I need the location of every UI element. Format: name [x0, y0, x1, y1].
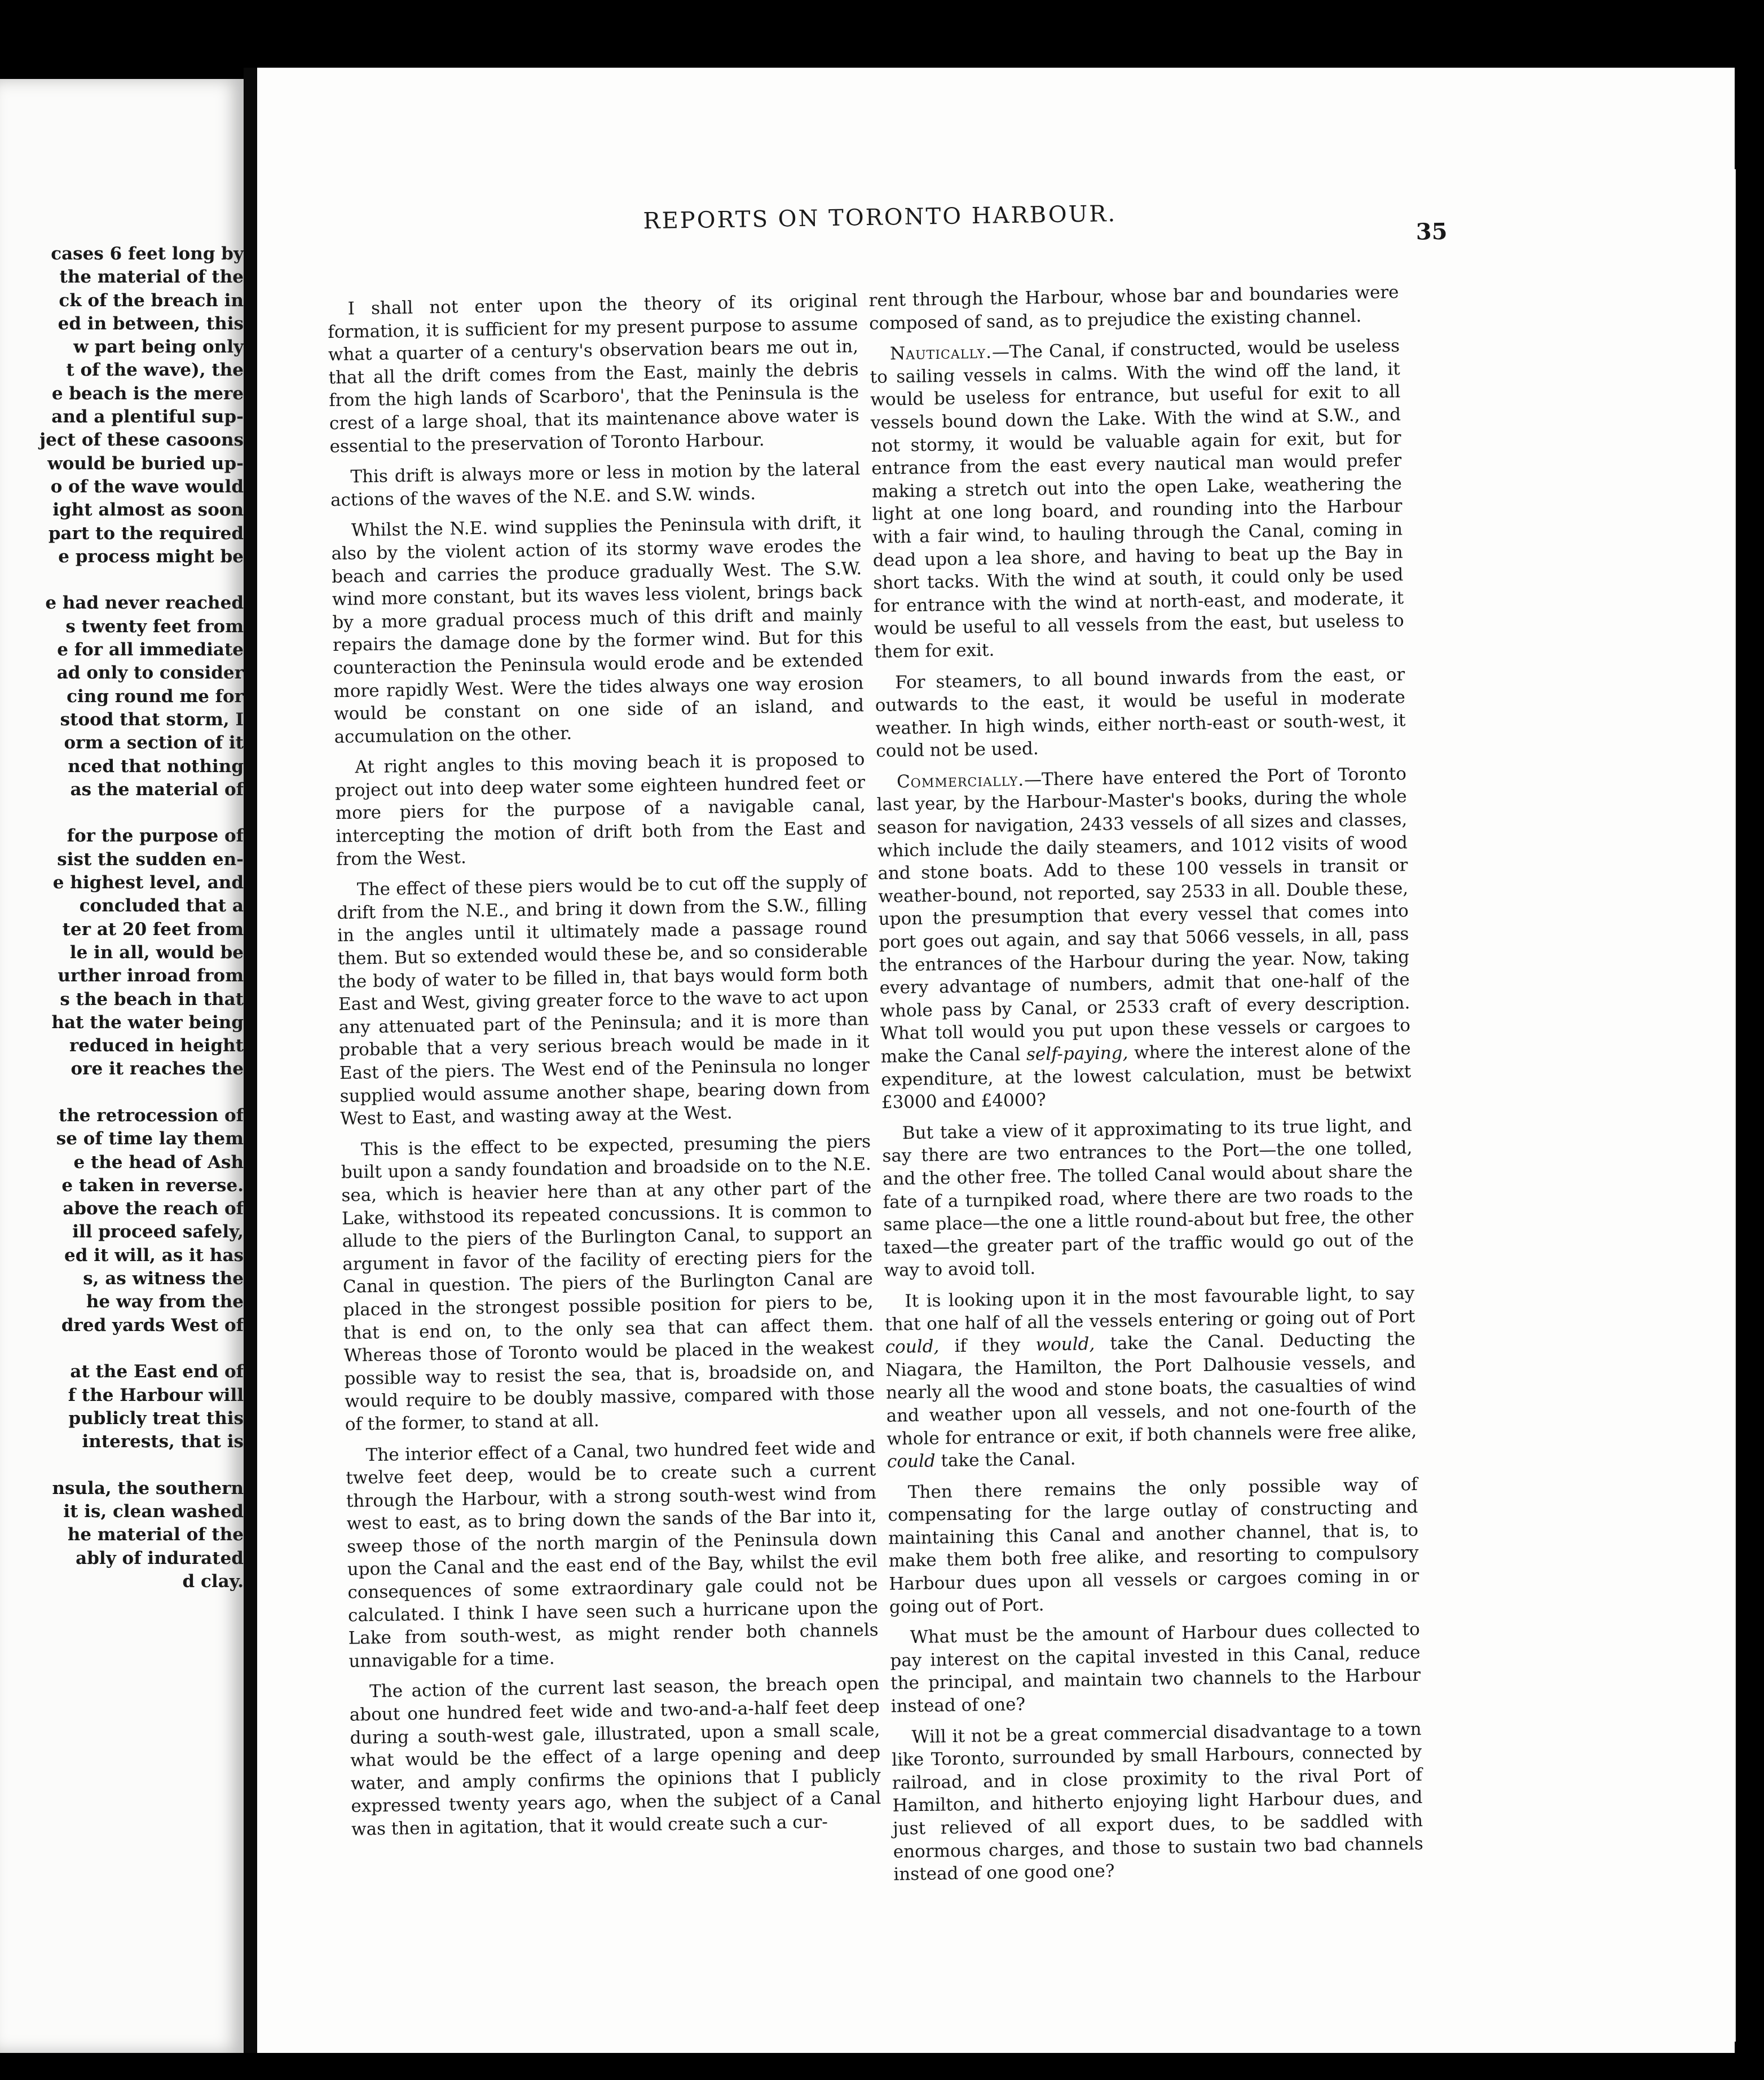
previous-page-line: dred yards West of — [61, 1315, 244, 1336]
italic-term: would, — [1035, 1334, 1095, 1355]
paragraph: What must be the amount of Harbour dues collected to pay interest on the capital invested in this Canal, reduce the principal, and maintain two channels to the Harbour instead of one? — [890, 1619, 1421, 1717]
previous-page-line: se of time lay them — [56, 1129, 244, 1149]
previous-page-line: e had never reached — [45, 593, 244, 614]
previous-page-line: cing round me for — [67, 686, 244, 707]
paragraph: The interior effect of a Canal, two hundred feet wide and twelve feet deep, would be to create such a current through the Harbour, with a strong south-west wind from west to east, as to bring down the sands of the Bar into it, sweep those of the north margin of the Peninsula down upon the Canal and the east end of the Bay, whilst the evil consequences of some extraordinary gale could not be calculated. I think I have seen such a hurricane upon the Lake from south-west, as might render both channels unnavigable for a time. — [346, 1436, 879, 1672]
previous-page-line: nsula, the southern — [52, 1478, 244, 1499]
previous-page-line: publicly treat this — [68, 1408, 244, 1429]
previous-page-line — [1, 1337, 244, 1360]
paragraph-text: —There have entered the Port of Toronto last year, by the Harbour-Master's books, during the whole season for navigation, 2433 vessels of all sizes and classes, which include the daily steamers, and 1012 visits of wood and stone boats. Add to these 100 vessels in transit or weather-bound, not reported, say 2533 in all. Double these, upon the presumption that every vessel that comes into port goes out again, and say that 5066 vessels, in all, pass the entrances of the Harbour during the year. Now, taking every advantage of numbers, admit that one-half of the whole pass by Canal, or 2533 craft of every description. What toll would you put upon these vessels or cargoes to make the Canal — [876, 764, 1411, 1067]
previous-page-line: ed in between, this — [58, 313, 244, 334]
previous-page-line: d clay. — [182, 1571, 244, 1592]
previous-page-line: cases 6 feet long by — [51, 244, 244, 264]
previous-page-line: hat the water being — [51, 1012, 244, 1033]
section-lead: Nautically. — [889, 342, 993, 364]
paragraph: rent through the Harbour, whose bar and boundaries were composed of sand, as to prejudice the existing channel. — [868, 282, 1399, 334]
paragraph: The effect of these piers would be to cut off the supply of drift from the N.E., and bring it down from the S.W., filling in the angles until it ultimately made a passage round them. But so extended would these be, and so considerable the body of water to be filled in, that bays would form both East and West, giving greater force to the wave to act upon any attenuated part of the Peninsula; and it is more than probable that a very serious breach would be made in it East of the piers. The West end of the Peninsula no longer supplied would assume another shape, bearing down from West to East, and wasting away at the West. — [337, 871, 870, 1130]
previous-page-line: the material of the — [59, 267, 244, 288]
previous-page-line: he material of the — [67, 1524, 244, 1545]
paragraph: Whilst the N.E. wind supplies the Peninsula with drift, it also by the violent action of its stormy wave erodes the beach and carries the produce gradually West. The S.W. wind more constant, but its waves less violent, brings back by a more gradual process much of this drift and mainly repairs the damage done by the former wind. But for this counteraction the Peninsula would erode and be extended more rapidly West. Were the tides always one way erosion would be constant on one side of an island, and accumulation on the other. — [331, 512, 865, 747]
paragraph: Then there remains the only possible way of compensating for the large outlay of constructing and maintaining this Canal and another channel, that is, to make them both free alike, and resorting to compulsory Harbour dues upon all vessels or cargoes coming in or going out of Port. — [888, 1474, 1419, 1618]
previous-page-line: ject of these casoons — [39, 430, 244, 451]
previous-page-line: as the material of — [70, 779, 244, 800]
previous-page-line: e process might be — [58, 546, 244, 567]
previous-page-line: he way from the — [86, 1292, 244, 1312]
previous-page-line — [1, 1453, 244, 1477]
paragraph: I shall not enter upon the theory of its original formation, it is sufficient for my present purpose to assume what a quarter of a century's observation bears me out in, that all the drift comes from the East, mainly the debris from the high lands of Scarboro', that the Peninsula is the crest of a large shoal, that its maintenance above water is essential to the preservation of Toronto Harbour. — [328, 290, 860, 457]
paragraph — [870, 334, 1405, 663]
paragraph: For steamers, to all bound inwards from the east, or outwards to the east, it would be useful in moderate weather. In high winds, either north-east or south-west, it could not be used. — [875, 664, 1406, 762]
italic-term: could — [887, 1451, 936, 1472]
previous-page-line: sist the sudden en- — [57, 849, 244, 870]
text-column-left — [327, 289, 881, 1849]
paragraph: This drift is always more or less in motion by the lateral actions of the waves of the N.E. and S.W. winds. — [330, 459, 861, 510]
previous-page-line: e taken in reverse. — [61, 1175, 244, 1196]
previous-page-line: for the purpose of — [67, 826, 244, 847]
previous-page-line: interests, that is — [82, 1431, 244, 1452]
paragraph-text: —The Canal, if constructed, would be useless to sailing vessels in calms. With the wind off the land, it would be useless for entrance, but useful for exit to all vessels bound down the Lake. With the wind at S.W., and not stormy, it would be valuable again for exit, but for entrance from the east every nautical man would prefer making a stretch out into the open Lake, weathering the light at one long board, and rounding into the Harbour with a fair wind, to hauling through the Canal, coming in dead upon a lea shore, and having to beat up the Bay in short tacks. With the wind at south, it could only be used for entrance with the wind at north-east, and moderate, it would be useful to all vessels from the east, but useless to them for exit. — [870, 336, 1404, 662]
previous-page-line: ight almost as soon — [52, 500, 244, 521]
previous-page-line: urther inroad from — [58, 966, 244, 986]
previous-page-line: e for all immediate — [57, 640, 244, 660]
previous-page-line: e beach is the mere — [51, 383, 244, 404]
previous-page-line: ck of the breach in — [59, 290, 244, 311]
running-header: REPORTS ON TORONTO HARBOUR. — [643, 201, 1117, 235]
previous-page-line: ad only to consider — [56, 663, 244, 684]
previous-page-line: o of the wave would — [50, 476, 244, 497]
paragraph: Will it not be a great commercial disadvantage to a town like Toronto, surrounded by small Harbours, connected by railroad, and in close proximity to the rival Port of Hamilton, and hitherto enjoying light Harbour dues, and just relieved of all export dues, to be saddled with enormous charges, and those to sustain two bad channels instead of one good one? — [891, 1718, 1423, 1885]
paragraph-text: if they — [939, 1334, 1036, 1357]
previous-page-line: s the beach in that — [60, 989, 244, 1010]
current-page — [257, 68, 1735, 2053]
previous-page-line: orm a section of it — [64, 733, 244, 753]
previous-page-line: s, as witness the — [83, 1268, 244, 1289]
italic-term: could, — [885, 1336, 940, 1358]
paragraph — [884, 1282, 1417, 1473]
previous-page-line: concluded that a — [79, 896, 244, 916]
previous-page-line: and a plentiful sup- — [51, 407, 244, 428]
previous-page-line: ill proceed safely, — [72, 1222, 244, 1242]
previous-page-line — [1, 569, 244, 592]
previous-page-line: e the head of Ash — [73, 1152, 244, 1173]
previous-page-line: reduced in height — [69, 1035, 244, 1056]
previous-page-text — [1, 243, 244, 1593]
previous-page-line: ter at 20 feet from — [62, 919, 244, 940]
paragraph: This is the effect to be expected, presuming the piers built upon a sandy foundation and broadside on to the N.E. sea, which is heavier here than at any other part of the Lake, withstood its repeated concussions. It is common to allude to the piers of the Burlington Canal, to support an argument in favor of the facility of erecting piers for the Canal in question. The piers of the Burlington Canal are placed in the strongest possible position for piers to be, that is end on, to the only sea that can affect them. Whereas those of Toronto would be placed in the weakest possible way to resist the sea, that is, broadside on, and would require to be doubly massive, compared with those of the former, to stand at all. — [341, 1131, 875, 1435]
previous-page-line: nced that nothing — [68, 756, 244, 777]
section-lead: Commercially. — [896, 769, 1025, 792]
text-column-right — [868, 281, 1424, 1894]
previous-page-line: w part being only — [73, 337, 244, 358]
previous-page-line: s twenty feet from — [65, 616, 244, 637]
paragraph-text: take the Canal. — [935, 1448, 1076, 1471]
italic-term: self-paying, — [1026, 1042, 1128, 1065]
paragraph: At right angles to this moving beach it is proposed to project out into deep water some eighteen hundred feet or more piers for the purpose of a navigable canal, intercepting the motion of drift both from the East and from the West. — [334, 749, 866, 870]
page-number: 35 — [1415, 218, 1448, 245]
paragraph — [876, 763, 1412, 1114]
paragraph: But take a view of it approximating to its true light, and say there are two entrances to the Port—the one tolled, and the other free. The tolled Canal would about share the fate of a turnpiked road, where there are two roads to the same place—the one a little round-about but free, the other taxed—the greater part of the traffic would go out of the way to avoid toll. — [882, 1114, 1414, 1281]
previous-page-line: e highest level, and — [52, 872, 244, 893]
previous-page-line: ably of indurated — [76, 1548, 244, 1568]
paragraph-text: where the interest alone of the expenditure, at the lowest calculation, must be betwixt £3000 and £4000? — [881, 1038, 1412, 1113]
previous-page-line: at the East end of — [70, 1361, 244, 1382]
previous-page-line: ore it reaches the — [70, 1059, 244, 1079]
previous-page-fragment — [0, 79, 244, 2053]
paragraph-text: take the Canal. Deducting the Niagara, the Hamilton, the Port Dalhousie vessels, and nearly all the wood and stone boats, the casualties of wind and weather upon all vessels, and not one-fourth of the whole for entrance or exit, if both channels were free alike, — [885, 1329, 1417, 1449]
previous-page-line: ed it will, as it has — [64, 1245, 244, 1266]
previous-page-line: t of the wave), the — [66, 360, 244, 381]
previous-page-line: above the reach of — [63, 1198, 244, 1219]
previous-page-line: part to the required — [48, 523, 244, 544]
previous-page-line: it is, clean washed — [63, 1501, 244, 1522]
previous-page-line: f the Harbour will — [68, 1385, 244, 1405]
previous-page-line — [1, 801, 244, 825]
previous-page-line: stood that storm, I — [60, 709, 244, 730]
previous-page-line: le in all, would be — [69, 942, 244, 963]
book-gutter — [244, 68, 257, 2053]
previous-page-line: would be buried up- — [47, 453, 244, 474]
previous-page-line — [1, 1081, 244, 1104]
paragraph: The action of the current last season, the breach open about one hundred feet wide and two-and-a-half feet deep during a south-west gale, illustrated, upon a small scale, what would be the effect of a large opening and deep water, and amply confirms the opinions that I publicly expressed twenty years ago, when the subject of a Canal was then in agitation, that it would create such a cur- — [349, 1673, 881, 1840]
previous-page-line: the retrocession of — [58, 1105, 244, 1126]
paragraph-text: It is looking upon it in the most favourable light, to say that one half of all the vessels entering or going out of Port — [884, 1283, 1415, 1335]
